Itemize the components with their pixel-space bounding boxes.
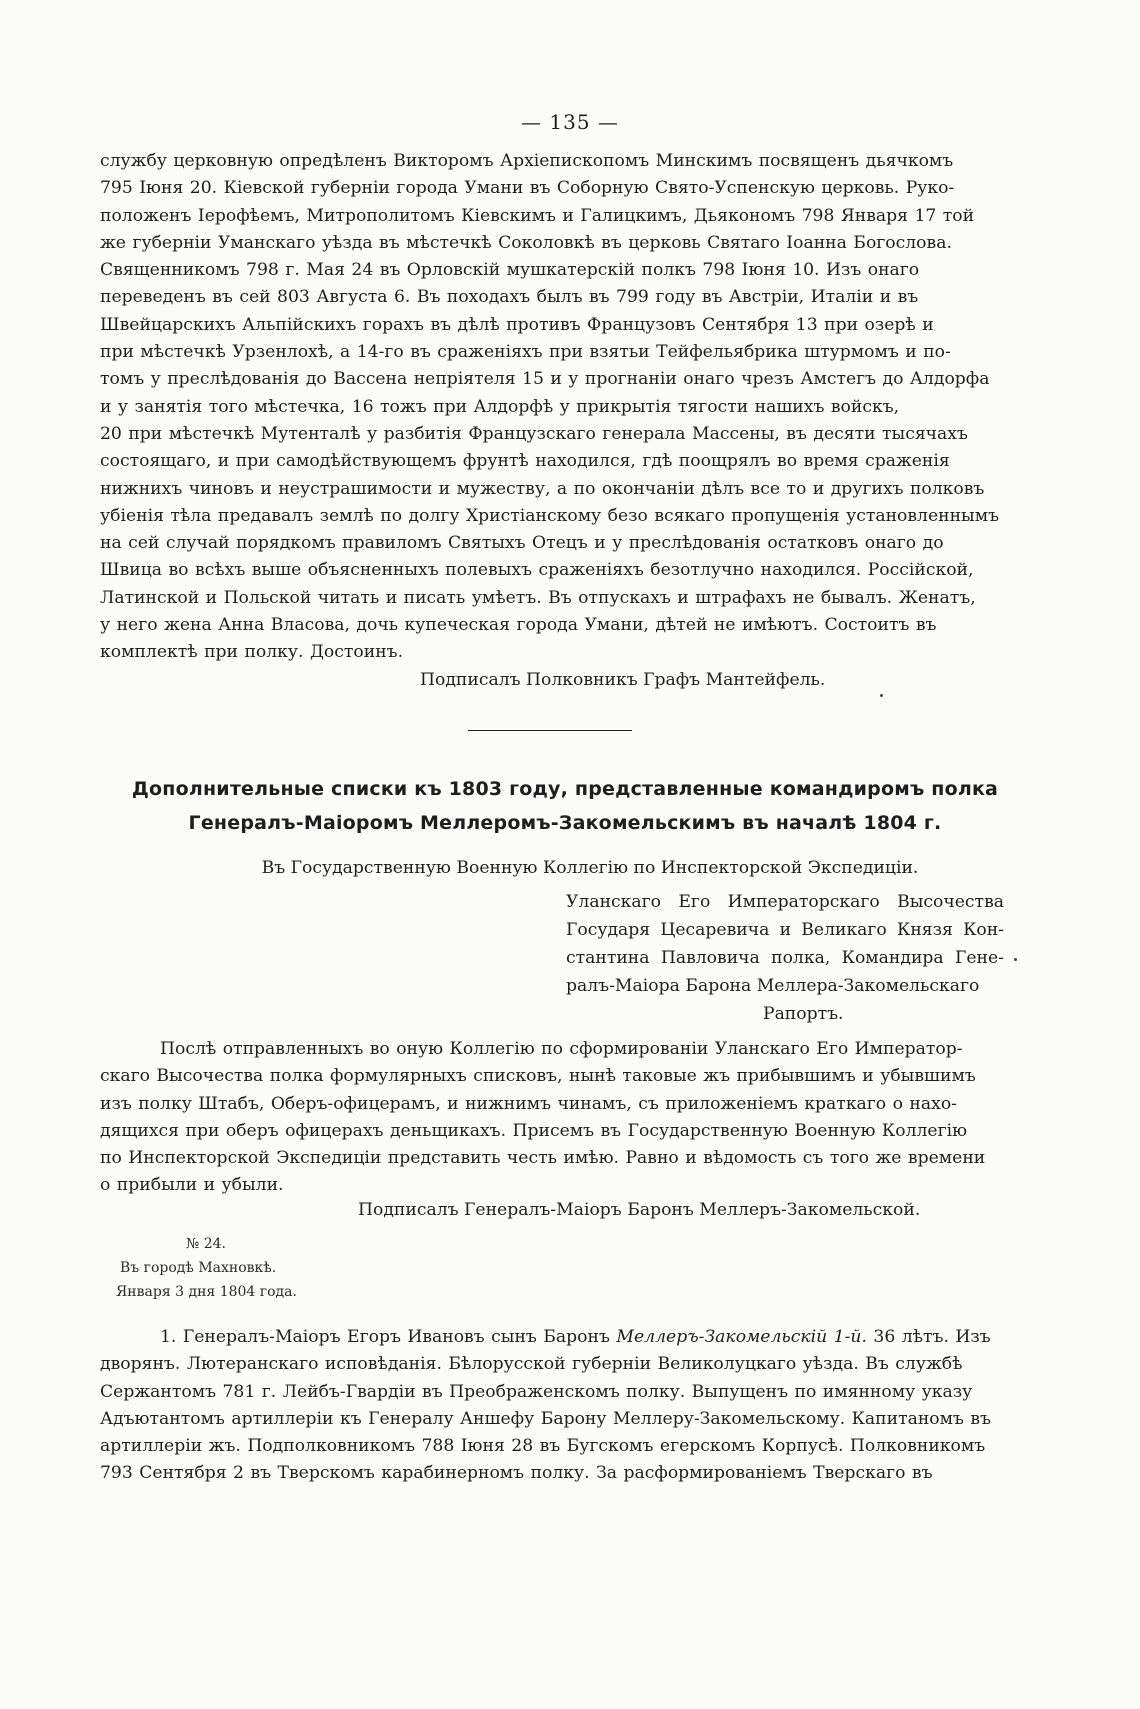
text-line: Швица во всѣхъ выше объясненныхъ полевыхъ сраженіяхъ безотлучно находился. Россійской, bbox=[100, 560, 974, 581]
text-line: дворянъ. Лютеранскаго исповѣданія. Бѣлорусской губерніи Великолуцкаго уѣзда. Въ службѣ bbox=[100, 1354, 963, 1375]
unit-line: стантина Павловича полка, Командира Гене- bbox=[566, 948, 1004, 968]
text-line: нижнихъ чиновъ и неустрашимости и мужеству, а по окончаніи дѣлъ все то и другихъ полковъ bbox=[100, 478, 985, 499]
text-line: комплектѣ при полку. Достоинъ. bbox=[100, 642, 404, 663]
signature-mantefel: Подписалъ Полковникъ Графъ Мантейфель. bbox=[420, 670, 826, 690]
text-line: состоящаго, и при самодѣйствующемъ фрунтѣ находился, гдѣ поощрялъ во время сраженія bbox=[100, 451, 950, 472]
report-date: Января 3 дня 1804 года. bbox=[116, 1284, 297, 1300]
report-place: Въ городѣ Махновкѣ. bbox=[120, 1260, 277, 1276]
entry-line-start: 1. Генералъ-Маіоръ Егоръ Ивановъ сынъ Баронъ bbox=[160, 1327, 617, 1347]
text-line: Швейцарскихъ Альпійскихъ горахъ въ дѣлѣ противъ Французовъ Сентября 13 при озерѣ и bbox=[100, 314, 934, 335]
text-line: изъ полку Штабъ, Оберъ-офицерамъ, и нижнимъ чинамъ, съ приложеніемъ краткаго о нахо- bbox=[100, 1093, 957, 1114]
heading-line: Генералъ-Маіоромъ Меллеромъ-Закомельскимъ въ началѣ 1804 г. bbox=[188, 812, 942, 834]
speck-mark bbox=[880, 694, 883, 697]
text-line: Послѣ отправленныхъ во оную Коллегію по сформированіи Уланскаго Его Император- bbox=[160, 1039, 963, 1059]
text-line bbox=[100, 1324, 1004, 1351]
text-line: Сержантомъ 781 г. Лейбъ-Гвардіи въ Преображенскомъ полку. Выпущенъ по имянному указу bbox=[100, 1381, 973, 1402]
section-heading bbox=[60, 772, 1070, 840]
signature-meller: Подписалъ Генералъ-Маіоръ Баронъ Меллеръ-Закомельской. bbox=[358, 1200, 921, 1220]
speck-mark bbox=[1014, 958, 1017, 961]
heading-line: Дополнительные списки къ 1803 году, представленные командиромъ полка bbox=[131, 778, 999, 800]
service-record-entry-1 bbox=[100, 1324, 1004, 1488]
unit-line: Государя Цесаревича и Великаго Князя Кон- bbox=[566, 920, 1004, 940]
text-line: томъ у преслѣдованія до Вассена непріятеля 15 и у прогнаніи онаго чрезъ Амстегъ до Алдорфа bbox=[100, 369, 990, 390]
text-line: службу церковную опредѣленъ Викторомъ Архіепископомъ Минскимъ посвященъ дьячкомъ bbox=[100, 151, 954, 171]
report-number: № 24. bbox=[186, 1236, 226, 1252]
entry-line-end: 36 лѣтъ. Изъ bbox=[866, 1327, 991, 1347]
text-line: же губерніи Уманскаго уѣзда въ мѣстечкѣ Соколовкѣ въ церковь Святаго Іоанна Богослова. bbox=[100, 232, 952, 253]
addressee-line: Въ Государственную Военную Коллегію по Инспекторской Экспедиціи. bbox=[261, 858, 919, 878]
text-line: по Инспекторской Экспедиціи представить честь имѣю. Равно и вѣдомость съ того же времени bbox=[100, 1148, 986, 1169]
text-line: 795 Іюня 20. Кіевской губерніи города Умани въ Соборную Свято-Успенскую церковь. Руко- bbox=[100, 178, 955, 199]
report-title: Рапортъ. bbox=[763, 1004, 844, 1024]
text-line: Священникомъ 798 г. Мая 24 въ Орловскій мушкатерскій полкъ 798 Іюня 10. Изъ онаго bbox=[100, 260, 920, 281]
text-line: у него жена Анна Власова, дочь купеческая города Умани, дѣтей не имѣютъ. Состоитъ въ bbox=[100, 615, 937, 636]
service-record-continuation bbox=[100, 148, 1004, 667]
entry-name-italic: Меллеръ-Закомельскій 1-й. bbox=[616, 1327, 867, 1347]
text-line: Латинской и Польской читать и писать умѣетъ. Въ отпускахъ и штрафахъ не бывалъ. Женатъ, bbox=[100, 587, 976, 608]
text-line: переведенъ въ сей 803 Августа 6. Въ походахъ былъ въ 799 году въ Австріи, Италіи и въ bbox=[100, 287, 919, 308]
text-line: 793 Сентября 2 въ Тверскомъ карабинерномъ полку. За расформированіемъ Тверскаго въ bbox=[100, 1463, 933, 1484]
text-line: дящихся при оберъ офицерахъ деньщикахъ. Присемъ въ Государственную Военную Коллегію bbox=[100, 1120, 968, 1141]
text-line: скаго Высочества полка формулярныхъ списковъ, нынѣ таковые жъ прибывшимъ и убывшимъ bbox=[100, 1066, 976, 1087]
report-body bbox=[100, 1036, 1004, 1200]
section-divider bbox=[468, 730, 632, 731]
text-line: 20 при мѣстечкѣ Мутенталѣ у разбитія Французскаго генерала Массены, въ десяти тысячахъ bbox=[100, 423, 968, 444]
sender-unit-block bbox=[566, 888, 1004, 1000]
text-line: Адъютантомъ артиллеріи къ Генералу Аншефу Барону Меллеру-Закомельскому. Капитаномъ въ bbox=[100, 1408, 992, 1429]
page-number: — 135 — bbox=[521, 110, 619, 134]
unit-line: ралъ-Маіора Барона Меллера-Закомельскаго bbox=[566, 976, 980, 996]
text-line: о прибыли и убыли. bbox=[100, 1175, 284, 1196]
text-line: артиллеріи жъ. Подполковникомъ 788 Іюня 28 въ Бугскомъ егерскомъ Корпусѣ. Полковникомъ bbox=[100, 1436, 986, 1457]
text-line: убіенія тѣла предавалъ землѣ по долгу Христіанскому безо всякаго пропущенія установленнымъ bbox=[100, 505, 1000, 526]
report-dateline bbox=[116, 1232, 366, 1304]
text-line: при мѣстечкѣ Урзенлохѣ, а 14-го въ сраженіяхъ при взятьи Тейфельябрика штурмомъ и по- bbox=[100, 342, 951, 363]
unit-line: Уланскаго Его Императорскаго Высочества bbox=[566, 892, 1004, 912]
text-line: и у занятія того мѣстечка, 16 тожъ при Алдорфѣ у прикрытія тягости нашихъ войскъ, bbox=[100, 396, 900, 417]
text-line: положенъ Іерофѣемъ, Митрополитомъ Кіевскимъ и Галицкимъ, Дьякономъ 798 Января 17 той bbox=[100, 205, 975, 226]
text-line: на сей случай порядкомъ правиломъ Святыхъ Отецъ и у преслѣдованія остатковъ онаго до bbox=[100, 533, 944, 554]
